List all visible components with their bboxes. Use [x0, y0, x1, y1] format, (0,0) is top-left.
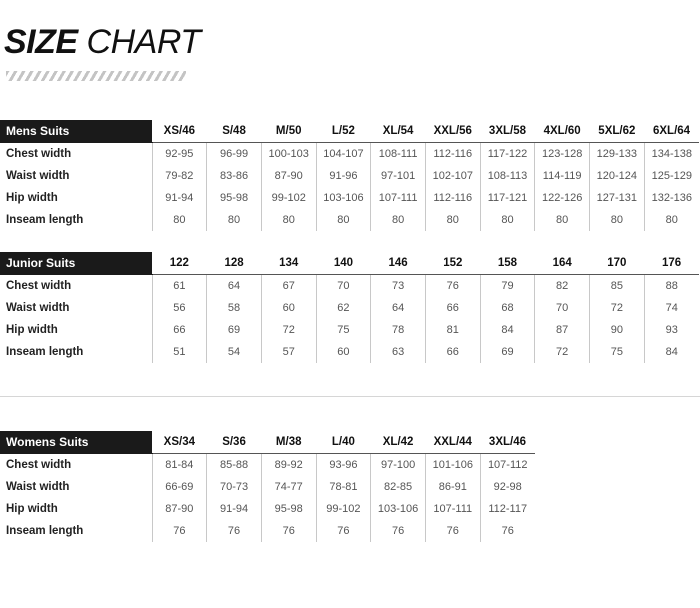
table-cell: 75: [316, 319, 371, 341]
table-row: [0, 187, 699, 209]
table-cell: 56: [152, 297, 207, 319]
table-row: [0, 454, 535, 477]
table-cell: 92-98: [480, 476, 535, 498]
womens-size-heading: XXL/44: [425, 431, 480, 454]
junior-size-heading: 122: [152, 252, 207, 275]
table-cell: 78: [371, 319, 426, 341]
table-cell: 80: [316, 209, 371, 231]
table-cell: 72: [535, 341, 590, 363]
table-cell: 51: [152, 341, 207, 363]
row-label: Hip width: [6, 324, 58, 336]
junior-size-heading: 140: [316, 252, 371, 275]
table-cell: 74-77: [261, 476, 316, 498]
table-row: [0, 165, 699, 187]
mens-size-heading: XXL/56: [425, 120, 480, 143]
table-cell: 120-124: [590, 165, 645, 187]
table-cell: 80: [644, 209, 699, 231]
table-cell: 85-88: [207, 454, 262, 477]
table-cell: 66: [425, 297, 480, 319]
row-label: Chest width: [6, 280, 72, 292]
table-cell: 112-116: [425, 143, 480, 166]
table-cell: 107-112: [480, 454, 535, 477]
table-cell: 80: [261, 209, 316, 231]
junior-size-heading: 134: [261, 252, 316, 275]
table-cell: 90: [590, 319, 645, 341]
table-cell: 75: [590, 341, 645, 363]
junior-size-heading: 164: [535, 252, 590, 275]
table-cell: 72: [590, 297, 645, 319]
table-cell: 80: [535, 209, 590, 231]
table-cell: 103-106: [316, 187, 371, 209]
table-cell: 82-85: [371, 476, 426, 498]
mens-size-heading: 5XL/62: [590, 120, 645, 143]
table-cell: 104-107: [316, 143, 371, 166]
row-label: Hip width: [6, 503, 58, 515]
womens-suits-table: [0, 431, 535, 542]
table-cell: 123-128: [535, 143, 590, 166]
junior-size-heading: 146: [371, 252, 426, 275]
table-cell: 107-111: [371, 187, 426, 209]
table-cell: 99-102: [261, 187, 316, 209]
table-row: [0, 275, 699, 298]
table-cell: 76: [425, 275, 480, 298]
table-cell: 73: [371, 275, 426, 298]
table-cell: 60: [316, 341, 371, 363]
table-cell: 87-90: [152, 498, 207, 520]
table-row: [0, 209, 699, 231]
table-cell: 80: [207, 209, 262, 231]
junior-size-heading: 176: [644, 252, 699, 275]
junior-size-heading: 152: [425, 252, 480, 275]
mens-size-heading: S/48: [207, 120, 262, 143]
table-cell: 82: [535, 275, 590, 298]
table-row: [0, 143, 699, 166]
mens-suits-table: [0, 120, 699, 231]
table-cell: 129-133: [590, 143, 645, 166]
row-label: Chest width: [6, 459, 72, 471]
row-label: Waist width: [6, 481, 70, 493]
table-cell: 81-84: [152, 454, 207, 477]
table-cell: 97-101: [371, 165, 426, 187]
page-title: [4, 22, 201, 62]
table-cell: 132-136: [644, 187, 699, 209]
table-cell: 117-121: [480, 187, 535, 209]
table-cell: 63: [371, 341, 426, 363]
table-cell: 91-94: [152, 187, 207, 209]
junior-size-heading: 170: [590, 252, 645, 275]
table-cell: 127-131: [590, 187, 645, 209]
table-cell: 79-82: [152, 165, 207, 187]
table-cell: 74: [644, 297, 699, 319]
table-cell: 95-98: [261, 498, 316, 520]
table-cell: 95-98: [207, 187, 262, 209]
table-cell: 81: [425, 319, 480, 341]
row-label: Inseam length: [6, 525, 84, 537]
table-cell: 66: [425, 341, 480, 363]
table-cell: 76: [207, 520, 262, 542]
womens-size-heading: XS/34: [152, 431, 207, 454]
table-cell: 80: [371, 209, 426, 231]
table-cell: 72: [261, 319, 316, 341]
table-cell: 78-81: [316, 476, 371, 498]
row-label: Hip width: [6, 192, 58, 204]
table-cell: 80: [152, 209, 207, 231]
table-row: [0, 520, 535, 542]
table-cell: 58: [207, 297, 262, 319]
table-row: [0, 498, 535, 520]
row-label: Inseam length: [6, 214, 84, 226]
table-cell: 107-111: [425, 498, 480, 520]
womens-size-heading: XL/42: [371, 431, 426, 454]
table-cell: 70-73: [207, 476, 262, 498]
table-cell: 101-106: [425, 454, 480, 477]
table-cell: 117-122: [480, 143, 535, 166]
table-cell: 68: [480, 297, 535, 319]
womens-size-heading: L/40: [316, 431, 371, 454]
womens-suits-header: Womens Suits: [0, 431, 152, 454]
table-cell: 76: [425, 520, 480, 542]
table-cell: 80: [425, 209, 480, 231]
page-title-bold: SIZE: [4, 23, 78, 61]
table-cell: 69: [480, 341, 535, 363]
junior-size-heading: 128: [207, 252, 262, 275]
table-cell: 84: [480, 319, 535, 341]
table-cell: 76: [152, 520, 207, 542]
table-cell: 54: [207, 341, 262, 363]
table-cell: 91-96: [316, 165, 371, 187]
table-cell: 87-90: [261, 165, 316, 187]
table-cell: 60: [261, 297, 316, 319]
table-cell: 64: [371, 297, 426, 319]
row-label: Inseam length: [6, 346, 84, 358]
table-cell: 76: [480, 520, 535, 542]
womens-size-heading: M/38: [261, 431, 316, 454]
table-cell: 67: [261, 275, 316, 298]
table-cell: 102-107: [425, 165, 480, 187]
table-cell: 89-92: [261, 454, 316, 477]
table-cell: 97-100: [371, 454, 426, 477]
mens-size-heading: XS/46: [152, 120, 207, 143]
table-cell: 83-86: [207, 165, 262, 187]
table-row: [0, 319, 699, 341]
table-cell: 92-95: [152, 143, 207, 166]
table-cell: 91-94: [207, 498, 262, 520]
table-cell: 108-113: [480, 165, 535, 187]
table-cell: 125-129: [644, 165, 699, 187]
table-cell: 122-126: [535, 187, 590, 209]
table-cell: 108-111: [371, 143, 426, 166]
table-cell: 62: [316, 297, 371, 319]
table-cell: 80: [590, 209, 645, 231]
table-cell: 70: [316, 275, 371, 298]
table-cell: 93-96: [316, 454, 371, 477]
mens-size-heading: 3XL/58: [480, 120, 535, 143]
row-label: Waist width: [6, 302, 70, 314]
row-label: Waist width: [6, 170, 70, 182]
table-row: [0, 476, 535, 498]
table-cell: 99-102: [316, 498, 371, 520]
table-cell: 57: [261, 341, 316, 363]
table-cell: 114-119: [535, 165, 590, 187]
row-label: Chest width: [6, 148, 72, 160]
table-cell: 69: [207, 319, 262, 341]
table-cell: 76: [371, 520, 426, 542]
table-cell: 84: [644, 341, 699, 363]
table-cell: 85: [590, 275, 645, 298]
junior-size-heading: 158: [480, 252, 535, 275]
table-cell: 93: [644, 319, 699, 341]
page-title-light: CHART: [86, 23, 201, 61]
mens-size-heading: XL/54: [371, 120, 426, 143]
table-cell: 66-69: [152, 476, 207, 498]
womens-size-heading: S/36: [207, 431, 262, 454]
table-cell: 112-117: [480, 498, 535, 520]
mens-size-heading: 6XL/64: [644, 120, 699, 143]
table-row: [0, 297, 699, 319]
title-stripes-decoration: [6, 71, 186, 81]
table-cell: 70: [535, 297, 590, 319]
table-cell: 80: [480, 209, 535, 231]
table-cell: 76: [316, 520, 371, 542]
table-cell: 86-91: [425, 476, 480, 498]
table-row: [0, 341, 699, 363]
table-cell: 87: [535, 319, 590, 341]
table-cell: 66: [152, 319, 207, 341]
table-cell: 61: [152, 275, 207, 298]
table-cell: 64: [207, 275, 262, 298]
mens-size-heading: 4XL/60: [535, 120, 590, 143]
section-divider: [0, 396, 700, 397]
mens-size-heading: M/50: [261, 120, 316, 143]
womens-size-heading: 3XL/46: [480, 431, 535, 454]
table-cell: 79: [480, 275, 535, 298]
table-cell: 76: [261, 520, 316, 542]
mens-suits-header: Mens Suits: [0, 120, 152, 143]
table-cell: 88: [644, 275, 699, 298]
mens-size-heading: L/52: [316, 120, 371, 143]
junior-suits-header: Junior Suits: [0, 252, 152, 275]
table-cell: 96-99: [207, 143, 262, 166]
table-cell: 112-116: [425, 187, 480, 209]
table-cell: 134-138: [644, 143, 699, 166]
junior-suits-table: [0, 252, 699, 363]
table-cell: 100-103: [261, 143, 316, 166]
table-cell: 103-106: [371, 498, 426, 520]
